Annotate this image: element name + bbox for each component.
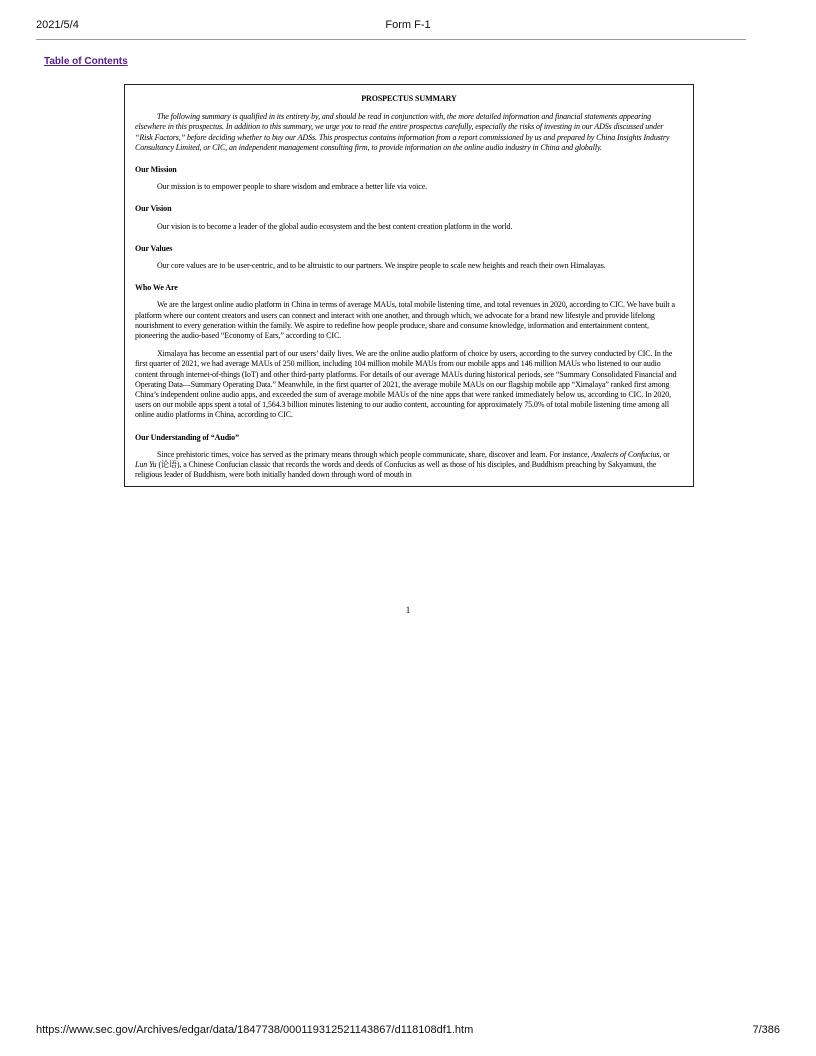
header-date: 2021/5/4 <box>36 19 79 31</box>
values-heading: Our Values <box>135 243 173 253</box>
vision-heading: Our Vision <box>135 204 172 214</box>
prospectus-summary-box <box>124 84 694 487</box>
who-we-are-paragraph-2: Ximalaya has become an essential part of our users’ daily lives. We are the online audio platform of choice by users, according to the survey conducted by CIC. In the first quarter of 2021, we had average MAUs of 250 million, including 104 million mobile MAUs from our mobile apps and 146 million MAUs who listened to our audio content through internet-of-things (IoT) and other third-party platforms. For details of our average MAUs during historical periods, see “Summary Consolidated Financial and Operating Data—Summary Operating Data.” Meanwhile, in the first quarter of 2021, the average mobile MAUs on our flagship mobile app “Ximalaya” ranked first among China’s independent online audio apps, and exceeded the sum of average mobile MAUs of the nine apps that were ranked immediately below us, according to CIC. In 2020, users on our mobile apps spent a total of 1,564.3 billion minutes listening to our audio content, accounting for approximately 75.0% of total mobile listening time among all online audio platforms in China, according to CIC. <box>135 349 677 420</box>
mission-heading: Our Mission <box>135 165 177 175</box>
audio-heading: Our Understanding of “Audio” <box>135 432 239 442</box>
page-number: 1 <box>405 605 411 615</box>
header-title: Form F-1 <box>385 19 431 31</box>
values-paragraph: Our core values are to be user-centric, and to be altruistic to our partners. We inspire people to scale new heights and reach their own Himalayas. <box>157 261 606 271</box>
header-divider <box>36 39 746 40</box>
footer-url: https://www.sec.gov/Archives/edgar/data/1847738/000119312521143867/d118108df1.htm <box>36 1024 474 1036</box>
mission-paragraph: Our mission is to empower people to share wisdom and embrace a better life via voice. <box>157 182 428 192</box>
table-of-contents-link[interactable]: Table of Contents <box>44 56 128 67</box>
intro-paragraph: The following summary is qualified in its entirety by, and should be read in conjunction with, the more detailed information and financial statements appearing elsewhere in this prospectus. In addition to this summary, we urge you to read the entire prospectus carefully, especially the risks of investing in our ADSs discussed under “Risk Factors,” before deciding whether to buy our ADSs. This prospectus contains information from a report commissioned by us and prepared by China Insights Industry Consultancy Limited, or CIC, an independent management consulting firm, to provide information on the online audio industry in China and globally. <box>135 112 670 152</box>
section-title: PROSPECTUS SUMMARY <box>361 94 457 103</box>
audio-paragraph: Since prehistoric times, voice has served as the primary means through which people communicate, share, discover and learn. For instance, Analects of Confucius, or Lun Yu (论语), a Chinese Confucian classic that records the words and deeds of Confucius as well as those of his disciples, and Buddhism preaching by Sakyamuni, the religious leader of Buddhism, were both initially handed down through word of mouth in <box>135 449 670 480</box>
who-we-are-heading: Who We Are <box>135 283 178 293</box>
vision-paragraph: Our vision is to become a leader of the global audio ecosystem and the best content creation platform in the world. <box>157 221 513 231</box>
who-we-are-paragraph-1: We are the largest online audio platform in China in terms of average MAUs, total mobile listening time, and total revenues in 2020, according to CIC. We have built a platform where our content creators and users can connect and interact with one another, and through which, we advocate for a brand new lifestyle and provide lifelong nourishment to every generation within the family. We aspire to redefine how people produce, share and consume knowledge, information and entertainment content, pioneering the audio-based “Economy of Ears,” according to CIC. <box>135 300 675 341</box>
footer-page-count: 7/386 <box>752 1024 780 1036</box>
